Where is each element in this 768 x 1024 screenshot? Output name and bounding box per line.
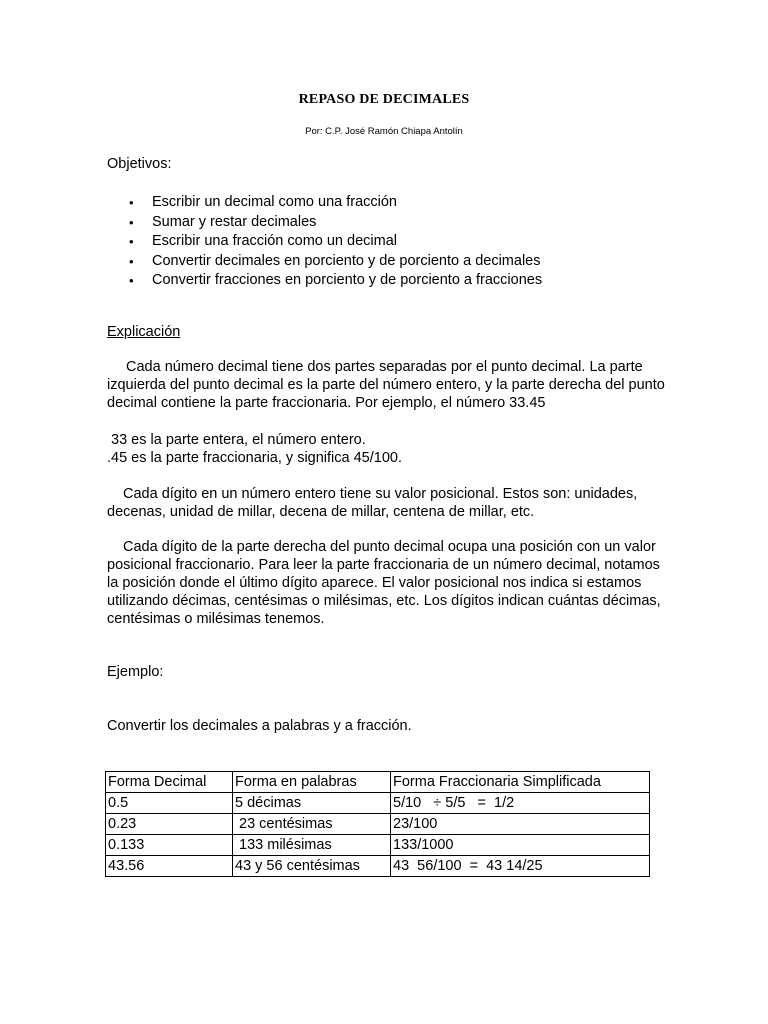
list-item [107, 232, 667, 252]
objective-text: Convertir decimales en porciento y de porciento a decimales [152, 252, 541, 269]
table-row [106, 856, 650, 877]
table-cell: 0.133 [106, 835, 233, 856]
table-cell: 5 décimas [233, 793, 391, 814]
objective-text: Escribir un decimal como una fracción [152, 194, 397, 210]
table-row [106, 793, 650, 814]
table-header-row [106, 772, 650, 793]
paragraph-decimal-parts: Cada número decimal tiene dos partes separadas por el punto decimal. La parte izquierda del punto decimal es la parte del número entero, y la parte derecha del punto decimal contiene la parte fraccionaria. Por ejemplo, el número 33.45 [107, 359, 665, 411]
column-header: Forma Decimal [106, 772, 233, 793]
table-cell: 0.5 [106, 793, 233, 814]
objective-text: Escribir una fracción como un decimal [152, 233, 397, 249]
paragraph-positional-value: Cada dígito en un número entero tiene su valor posicional. Estos son: unidades, decenas, unidad de millar, decena de millar, centena de millar, etc. [107, 486, 638, 520]
list-item [107, 252, 667, 272]
objective-text: Convertir fracciones en porciento y de porciento a fracciones [152, 272, 543, 288]
objectives-list [107, 193, 667, 291]
table-row [106, 835, 650, 856]
bullet-icon: • [129, 234, 134, 249]
table-cell: 133/1000 [391, 835, 650, 856]
bullet-icon: • [129, 253, 134, 269]
objectives-label: Objetivos: [107, 156, 172, 172]
table-cell: 0.23 [106, 814, 233, 835]
list-item [107, 193, 667, 213]
table-cell: 43 y 56 centésimas [233, 856, 391, 877]
objective-text: Sumar y restar decimales [152, 213, 317, 230]
table-cell: 23/100 [391, 814, 650, 835]
document-author: Por: C.P. José Ramón Chiapa Antolín [305, 126, 463, 137]
bullet-icon: • [129, 214, 134, 230]
table-cell: 133 milésimas [233, 835, 391, 856]
table-cell: 5/10 ÷ 5/5 = 1/2 [391, 793, 650, 814]
example-label: Ejemplo: [107, 664, 164, 680]
table-cell: 43.56 [106, 856, 233, 877]
bullet-icon: • [129, 195, 134, 210]
fraction-part-line: .45 es la parte fraccionaria, y significa 45/100. [107, 450, 402, 466]
column-header: Forma Fraccionaria Simplificada [391, 772, 650, 793]
convert-instruction: Convertir los decimales a palabras y a fracción. [107, 718, 412, 734]
table-cell: 23 centésimas [233, 814, 391, 835]
table-cell: 43 56/100 = 43 14/25 [391, 856, 650, 877]
bullet-icon: • [129, 273, 134, 288]
conversion-table [105, 771, 650, 877]
paragraph-fractional-position: Cada dígito de la parte derecha del punto decimal ocupa una posición con un valor posicional fraccionario. Para leer la parte fraccionaria de un número decimal, notamos la posición donde el último dígito aparece. El valor posicional nos indica si estamos utilizando décimas, centésimas o milésimas, etc. Los dígitos indican cuántas décimas, centésimas o milésimas tenemos. [107, 539, 661, 627]
integer-part-line: 33 es la parte entera, el número entero. [107, 432, 366, 448]
column-header: Forma en palabras [233, 772, 391, 793]
list-item [107, 271, 667, 291]
explanation-heading: Explicación [107, 324, 181, 340]
document-title: REPASO DE DECIMALES [298, 92, 470, 107]
table-row [106, 814, 650, 835]
list-item [107, 213, 667, 233]
